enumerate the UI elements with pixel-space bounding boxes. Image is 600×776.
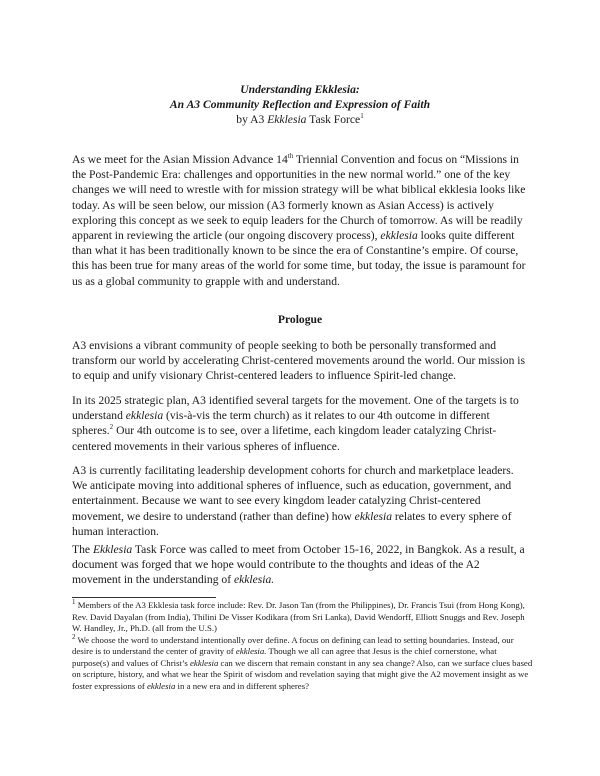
ordinal-sup: th [287, 152, 294, 161]
text-run: Triennial Convention and focus on “Missions in the Post-Pandemic Era: challenges and opportunities in the new normal world.” one of the key changes we will need to wrestle with for mission strategy will be what biblical ekklesia looks like today. As will be seen below, our mission (A3 formerly known as Asian Access) is actively exploring this concept as we seek to equip leaders for the Church of tomorrow. As will be readily apparent in reviewing the article (our ongoing discovery process), [72, 153, 526, 243]
footnote-divider [72, 597, 216, 598]
footnote-number: 2 [72, 632, 76, 641]
text-run: Though we all can agree that Jesus is the chief cornerstone, what purpose(s) and values of Christ’s [72, 646, 497, 668]
text-run: (vis-à-vis the term church) as it relates to our 4th outcome in different spheres. [72, 409, 490, 438]
footnote-2 [72, 632, 534, 693]
byline [0, 112, 600, 127]
byline-prefix: by A3 [236, 113, 268, 126]
text-run: The [72, 543, 93, 556]
footnote-1 [72, 600, 534, 635]
paragraph-cohorts [72, 463, 530, 539]
footnote-ref-1[interactable]: 1 [360, 112, 364, 121]
text-run: in a new era and in different spheres? [175, 680, 310, 691]
prologue-heading: Prologue [277, 313, 323, 326]
text-run: looks quite different than what it has been traditionally known to be since the era of Constantine’s empire. Of course, this has been true for many areas of the world for some time, but today, the issue is paramount for us as a global community to grapple with and understand. [72, 229, 526, 288]
footnotes [72, 600, 534, 692]
text-run: As we meet for the Asian Mission Advance 14 [72, 153, 288, 166]
byline-emphasis: Ekklesia [267, 113, 307, 126]
footnote-number: 1 [72, 598, 76, 607]
emphasis: ekklesia [190, 657, 219, 668]
text-run: Task Force was called to meet from October 15-16, 2022, in Bangkok. As a result, a document was forged that we hope would contribute to the thoughts and ideas of the A2 movement in the understanding of [72, 543, 525, 587]
text-run: A3 is currently facilitating leadership development cohorts for church and marketplace leaders. We anticipate moving into additional spheres of influence, such as education, government, and entertainment. Because we want to see every kingdom leader catalyzing Christ-centered movement, we desire to understand (rather than define) how [72, 464, 514, 523]
text-run: In its 2025 strategic plan, A3 identified several targets for the movement. One of the targets is to understand [72, 394, 519, 423]
text-run: can we discern that remain constant in any sea change? Also, can we surface clues based on scripture, history, and what we hear the Spirit of wisdom and revelation saying that might give the A2 movement insight as we foster expressions of [72, 657, 533, 691]
text-run: We choose the word to understand intentionally over define. A focus on defining can lead to setting boundaries. Instead, our desire is to understand the center of gravity of [72, 634, 514, 656]
emphasis: ekklesia. [235, 646, 267, 656]
emphasis: ekklesia [147, 680, 176, 691]
intro-paragraph [72, 152, 530, 289]
emphasis: ekklesia [125, 409, 164, 423]
paragraph-vision [72, 338, 530, 384]
emphasis: ekklesia. [233, 573, 275, 587]
footnote-ref-2[interactable]: 2 [109, 423, 114, 432]
emphasis: Ekklesia [92, 543, 133, 556]
text-run: relates to every sphere of human interaction. [72, 509, 512, 538]
footnote-text: Members of the A3 Ekklesia task force include: Rev. Dr. Jason Tan (from the Philippines), Dr. Francis Tsui (from Hong Kong), Rev. David Dayalan (from India), Thilini De Visser Kodikara (from Sri Lanka), David Wendorff, Elliott Snuggs and Rev. Joseph W. Handley, Jr., Ph.D. (all from the U.S.) [72, 600, 525, 633]
paragraph-strategic-plan [72, 393, 530, 454]
byline-suffix: Task Force [306, 113, 361, 126]
paragraph-text: A3 envisions a vibrant community of people seeking to both be personally transformed and transform our world by accelerating Christ-centered movements around the world. Our mission is to equip and unify visionary Christ-centered leaders to influence Spirit-led change. [72, 339, 526, 383]
document-header [0, 82, 600, 127]
emphasis: ekklesia [380, 229, 418, 243]
emphasis: ekklesia [354, 509, 393, 523]
document-subtitle: An A3 Community Reflection and Expression of Faith [169, 98, 431, 111]
text-run: Our 4th outcome is to see, over a lifetime, each kingdom leader catalyzing Christ-centered movements in their various spheres of influence. [72, 424, 497, 453]
paragraph-task-force [72, 542, 530, 588]
document-title: Understanding Ekklesia: [240, 83, 360, 96]
